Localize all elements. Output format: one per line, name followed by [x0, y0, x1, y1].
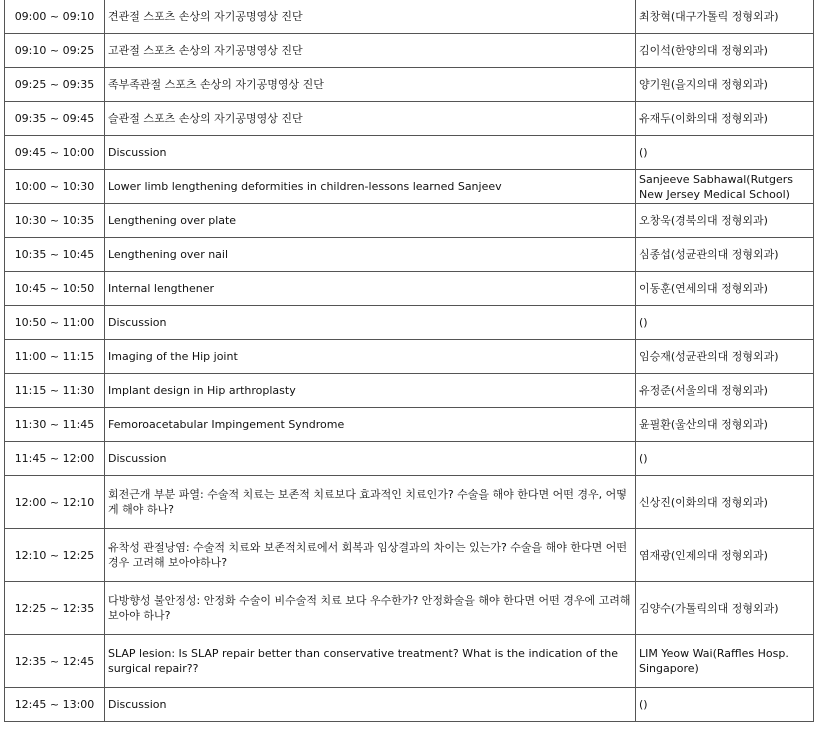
topic-cell: Discussion [105, 136, 636, 170]
speaker-cell: 오창욱(경북의대 정형외과) [636, 204, 814, 238]
time-cell: 11:30 ~ 11:45 [5, 408, 105, 442]
speaker-cell: 최창혁(대구가톨릭 정형외과) [636, 0, 814, 34]
topic-cell: 고관절 스포츠 손상의 자기공명영상 진단 [105, 34, 636, 68]
time-cell: 10:35 ~ 10:45 [5, 238, 105, 272]
speaker-cell: 유재두(이화의대 정형외과) [636, 102, 814, 136]
speaker-cell: LIM Yeow Wai(Raffles Hosp. Singapore) [636, 635, 814, 688]
table-row [5, 374, 814, 408]
topic-cell: 유착성 관절낭염: 수술적 치료와 보존적치료에서 회복과 임상결과의 차이는 있는가? 수술을 해야 한다면 어떤 경우 고려해 보아야하나? [105, 529, 636, 582]
table-row [5, 136, 814, 170]
table-row [5, 635, 814, 688]
topic-cell: Lengthening over plate [105, 204, 636, 238]
speaker-cell: () [636, 442, 814, 476]
time-cell: 09:45 ~ 10:00 [5, 136, 105, 170]
speaker-cell: 윤필환(울산의대 정형외과) [636, 408, 814, 442]
table-row [5, 0, 814, 34]
topic-cell: Discussion [105, 688, 636, 722]
time-cell: 09:00 ~ 09:10 [5, 0, 105, 34]
time-cell: 11:15 ~ 11:30 [5, 374, 105, 408]
table-row [5, 442, 814, 476]
topic-cell: Internal lengthener [105, 272, 636, 306]
topic-cell: 견관절 스포츠 손상의 자기공명영상 진단 [105, 0, 636, 34]
speaker-cell: 김이석(한양의대 정형외과) [636, 34, 814, 68]
topic-cell: 회전근개 부분 파열: 수술적 치료는 보존적 치료보다 효과적인 치료인가? 수술을 해야 한다면 어떤 경우, 어떻게 해야 하나? [105, 476, 636, 529]
speaker-cell: 김양수(가톨릭의대 정형외과) [636, 582, 814, 635]
table-row [5, 272, 814, 306]
table-row [5, 582, 814, 635]
speaker-cell: 임승재(성균관의대 정형외과) [636, 340, 814, 374]
speaker-cell: 염재광(인제의대 정형외과) [636, 529, 814, 582]
topic-cell: 다방향성 불안정성: 안정화 수술이 비수술적 치료 보다 우수한가? 안정화술을 해야 한다면 어떤 경우에 고려해 보아야 하나? [105, 582, 636, 635]
time-cell: 10:00 ~ 10:30 [5, 170, 105, 204]
topic-cell: Lower limb lengthening deformities in children-lessons learned Sanjeev [105, 170, 636, 204]
table-row [5, 102, 814, 136]
table-row [5, 238, 814, 272]
table-row [5, 340, 814, 374]
time-cell: 12:45 ~ 13:00 [5, 688, 105, 722]
topic-cell: Discussion [105, 306, 636, 340]
time-cell: 10:30 ~ 10:35 [5, 204, 105, 238]
time-cell: 10:50 ~ 11:00 [5, 306, 105, 340]
time-cell: 11:00 ~ 11:15 [5, 340, 105, 374]
table-row [5, 476, 814, 529]
speaker-cell: 양기원(을지의대 정형외과) [636, 68, 814, 102]
topic-cell: Discussion [105, 442, 636, 476]
topic-cell: 슬관절 스포츠 손상의 자기공명영상 진단 [105, 102, 636, 136]
table-row [5, 170, 814, 204]
table-row [5, 306, 814, 340]
speaker-cell: 신상진(이화의대 정형외과) [636, 476, 814, 529]
schedule-table [4, 0, 814, 722]
time-cell: 11:45 ~ 12:00 [5, 442, 105, 476]
topic-cell: Implant design in Hip arthroplasty [105, 374, 636, 408]
time-cell: 12:10 ~ 12:25 [5, 529, 105, 582]
time-cell: 12:35 ~ 12:45 [5, 635, 105, 688]
table-row [5, 529, 814, 582]
time-cell: 12:25 ~ 12:35 [5, 582, 105, 635]
speaker-cell: () [636, 306, 814, 340]
time-cell: 12:00 ~ 12:10 [5, 476, 105, 529]
topic-cell: Lengthening over nail [105, 238, 636, 272]
speaker-cell: () [636, 136, 814, 170]
topic-cell: 족부족관절 스포츠 손상의 자기공명영상 진단 [105, 68, 636, 102]
speaker-cell: 심종섭(성균관의대 정형외과) [636, 238, 814, 272]
speaker-cell: () [636, 688, 814, 722]
topic-cell: SLAP lesion: Is SLAP repair better than conservative treatment? What is the indication of the surgical repair?? [105, 635, 636, 688]
time-cell: 10:45 ~ 10:50 [5, 272, 105, 306]
schedule-body [5, 0, 814, 722]
table-row [5, 688, 814, 722]
time-cell: 09:10 ~ 09:25 [5, 34, 105, 68]
time-cell: 09:35 ~ 09:45 [5, 102, 105, 136]
speaker-cell: 이동훈(연세의대 정형외과) [636, 272, 814, 306]
table-row [5, 204, 814, 238]
speaker-cell: 유정준(서울의대 정형외과) [636, 374, 814, 408]
topic-cell: Femoroacetabular Impingement Syndrome [105, 408, 636, 442]
table-row [5, 68, 814, 102]
topic-cell: Imaging of the Hip joint [105, 340, 636, 374]
speaker-cell: Sanjeeve Sabhawal(Rutgers New Jersey Medical School) [636, 170, 814, 204]
time-cell: 09:25 ~ 09:35 [5, 68, 105, 102]
table-row [5, 408, 814, 442]
table-row [5, 34, 814, 68]
